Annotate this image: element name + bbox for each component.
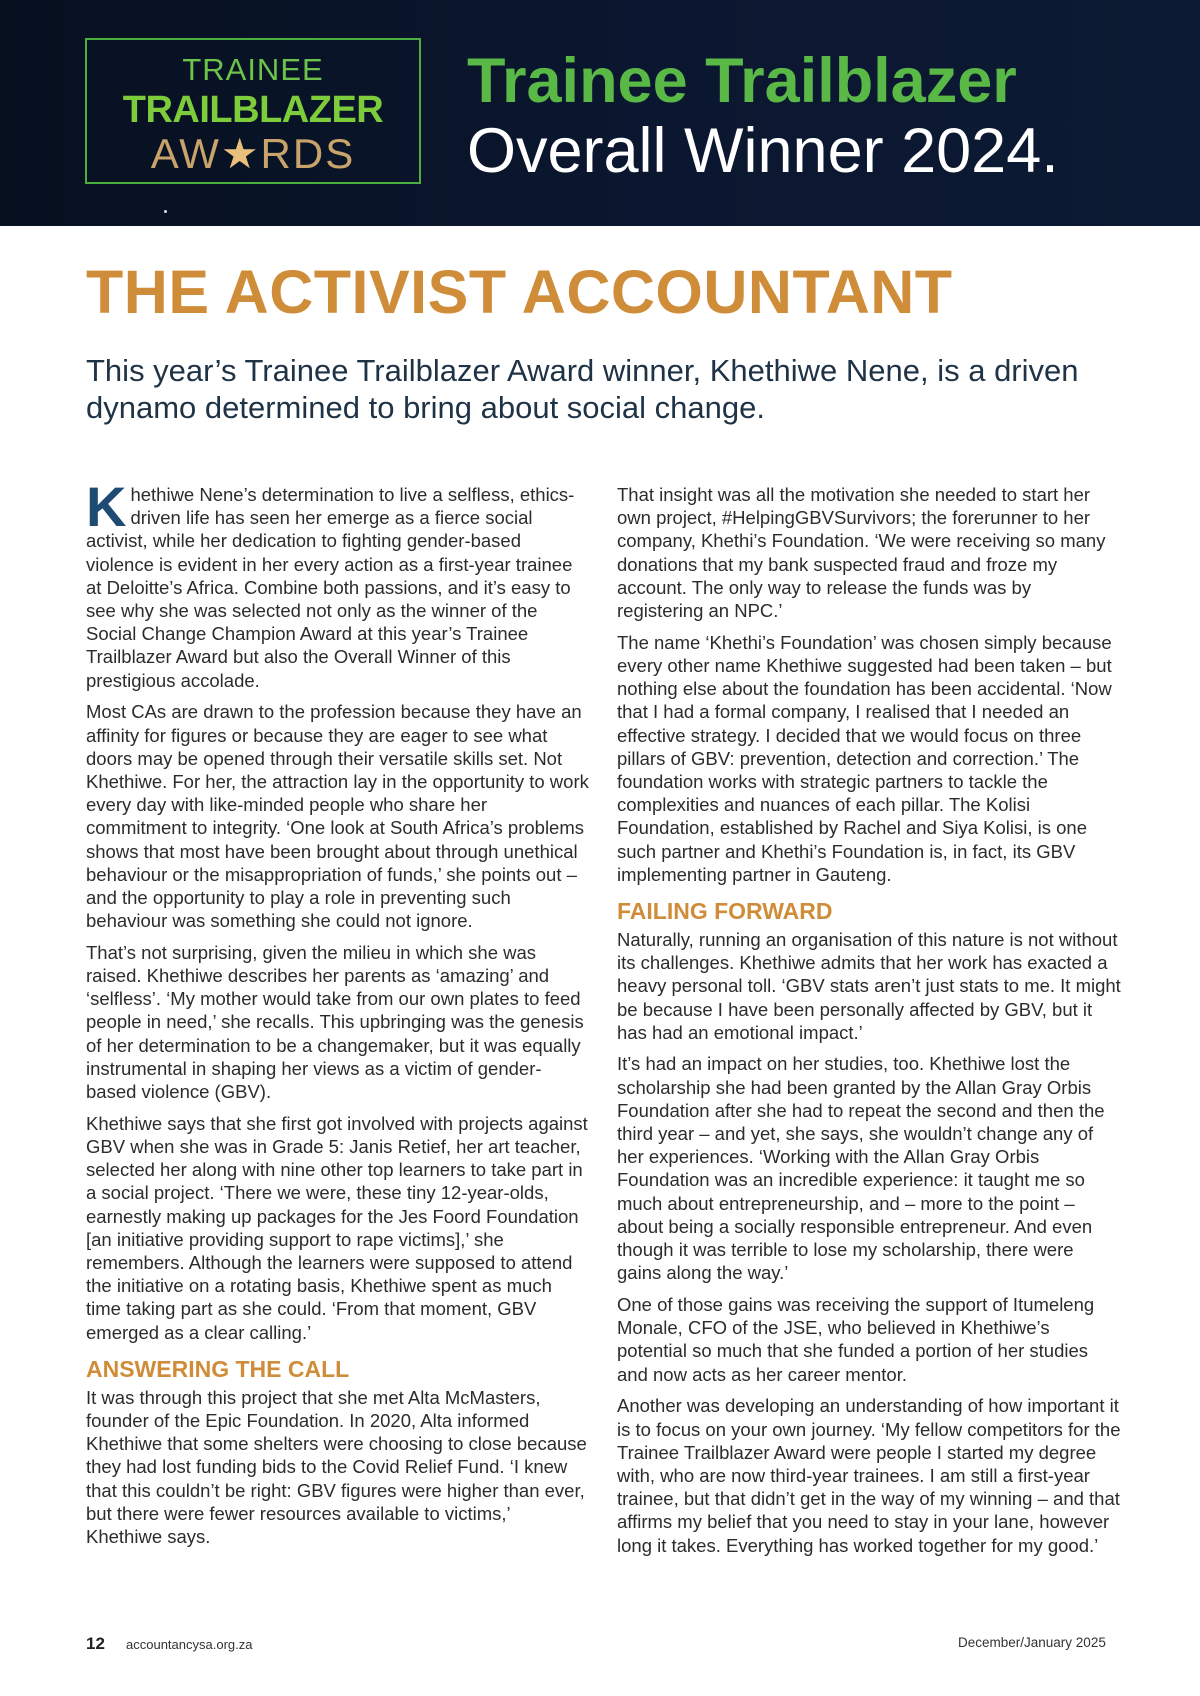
paragraph: Naturally, running an organisation of this nature is not without its challenges. Khethiwe admits that her work has exacted a heavy personal toll. ‘GBV stats aren’t just stats to me. It might be because I have been personally affected by GBV, but it has had an emotional impact.’ — [617, 928, 1121, 1043]
dropcap: K — [86, 475, 127, 538]
article-column-right — [617, 483, 1122, 1565]
paragraph: Most CAs are drawn to the profession because they have an affinity for figures or because they are eager to see what doors may be opened through their versatile skills set. Not Khethiwe. For her, the attraction lay in the opportunity to work every day with like-minded people who share her commitment to integrity. ‘One look at South Africa’s problems shows that most have been brought about through unethical behaviour or the misappropriation of funds,’ she points out – and the opportunity to play a role in preventing such behaviour was something she could not ignore. — [86, 701, 589, 932]
paragraph: That insight was all the motivation she needed to start her own project, #HelpingGBVSurvivors; the forerunner to her company, Khethi’s Foundation. ‘We were receiving so many donations that my bank suspected fraud and froze my account. The only way to release the funds was by registering an NPC.’ — [617, 484, 1106, 622]
article-headline: THE ACTIVIST ACCOUNTANT — [86, 258, 953, 326]
footer-website-link[interactable]: accountancysa.org.za — [126, 1637, 253, 1652]
logo-text-awards-a: AW — [150, 130, 221, 177]
header-banner — [0, 0, 1200, 226]
paragraph: It’s had an impact on her studies, too. Khethiwe lost the scholarship she had been granted by the Allan Gray Orbis Foundation after she had to repeat the second and then the third year – and yet, she says, she wouldn’t change any of her experiences. ‘Working with the Allan Gray Orbis Foundation was an incredible experience: it taught me so much about entrepreneurship, and – more to the point – about being a socially responsible entrepreneur. And even though it was terrible to lose my scholarship, there were gains along the way.’ — [617, 1053, 1105, 1284]
footer-issue-date: December/January 2025 — [958, 1635, 1106, 1650]
star-icon: ★ — [220, 130, 261, 177]
trailblazer-awards-logo — [85, 38, 421, 184]
paragraph: One of those gains was receiving the support of Itumeleng Monale, CFO of the JSE, who believed in Khethiwe’s potential so much that she funded a portion of her studies and now acts as her career mentor. — [617, 1294, 1095, 1385]
paragraph: It was through this project that she met Alta McMasters, founder of the Epic Foundation. In 2020, Alta informed Khethiwe that some shelters were choosing to close because they had lost funding bids to the Covid Relief Fund. ‘I knew that this couldn’t be right: GBV figures were higher than ever, but there were fewer resources available to victims,’ Khethiwe says. — [86, 1386, 587, 1548]
banner-title-overall-winner: Overall Winner 2024. — [467, 116, 1059, 186]
logo-text-trainee: TRAINEE — [182, 52, 324, 87]
subheading-answering-the-call: ANSWERING THE CALL — [86, 1355, 350, 1382]
decorative-dot — [164, 210, 167, 213]
article-standfirst: This year’s Trainee Trailblazer Award winner, Khethiwe Nene, is a driven dynamo determined to bring about social change. — [86, 353, 1079, 425]
paragraph-text: hethiwe Nene’s determination to live a selfless, ethics-driven life has seen her emerge as a fierce social activist, while her dedication to fighting gender-based violence is evident in her every action as a first-year trainee at Deloitte’s Africa. Combine both passions, and it’s easy to see why she was selected not only as the winner of the Social Change Champion Award at this year’s Trainee Trailblazer Award but also the Overall Winner of this prestigious accolade. — [86, 484, 575, 691]
logo-text-awards-b: RDS — [260, 130, 356, 177]
paragraph: The name ‘Khethi’s Foundation’ was chosen simply because every other name Khethiwe suggested had been taken – but nothing else about the foundation has been accidental. ‘Now that I had a formal company, I realised that I needed an effective strategy. I decided that we would focus on three pillars of GBV: prevention, detection and correction.’ The foundation works with strategic partners to tackle the complexities and nuances of each pillar. The Kolisi Foundation, established by Rachel and Siya Kolisi, is one such partner and Khethi’s Foundation is, in fact, its GBV implementing partner in Gauteng. — [617, 631, 1112, 885]
paragraph: Khethiwe says that she first got involved with projects against GBV when she was in Grade 5: Janis Retief, her art teacher, selected her along with nine other top learners to take part in a social project. ‘There we were, these tiny 12-year-olds, earnestly making up packages for the Jes Foord Foundation [an initiative providing support to rape victims],’ she remembers. Although the learners were supposed to attend the initiative on a rotating basis, Khethiwe spent as much time taking part as she could. ‘From that moment, GBV emerged as a clear calling.’ — [86, 1112, 588, 1343]
banner-title-trailblazer: Trainee Trailblazer — [467, 46, 1017, 116]
logo-text-awards — [87, 132, 419, 176]
subheading-failing-forward: FAILING FORWARD — [617, 897, 833, 924]
article-column-left — [86, 475, 591, 1557]
paragraph — [86, 475, 591, 692]
logo-text-trailblazer: TRAILBLAZER — [122, 89, 384, 131]
page-number: 12 — [86, 1634, 105, 1653]
paragraph: Another was developing an understanding of how important it is to focus on your own journey. ‘My fellow competitors for the Trainee Trailblazer Award were people I started my degree with, who are now third-year trainees. I am still a first-year trainee, but that didn’t get in the way of my winning – and that affirms my belief that you need to stay in your lane, however long it takes. Everything has worked together for my good.’ — [617, 1395, 1121, 1556]
paragraph: That’s not surprising, given the milieu in which she was raised. Khethiwe describes her parents as ‘amazing’ and ‘selfless’. ‘My mother would take from our own plates to feed people in need,’ she recalls. This upbringing was the genesis of her determination to be a changemaker, but it was equally instrumental in shaping her views as a victim of gender-based violence (GBV). — [86, 941, 584, 1103]
